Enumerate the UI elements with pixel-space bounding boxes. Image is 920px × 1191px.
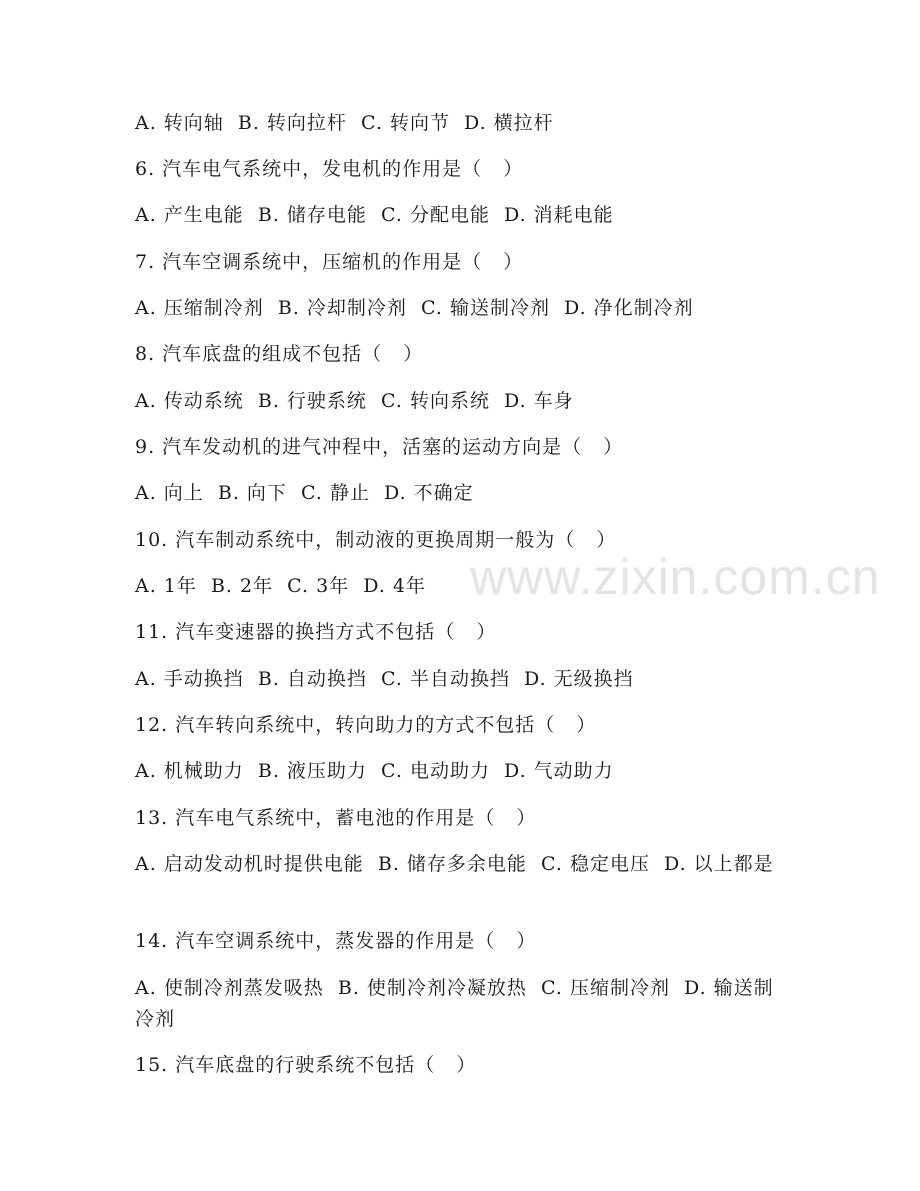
question-12: 12. 汽车转向系统中，转向助力的方式不包括（ ） <box>135 714 597 736</box>
options-q10: A. 1年 B. 2年 C. 3年 D. 4年 <box>135 575 427 597</box>
question-13: 13. 汽车电气系统中，蓄电池的作用是（ ） <box>135 807 537 829</box>
watermark: www.zixin.com.cn <box>470 549 881 605</box>
options-q11: A. 手动换挡 B. 自动换挡 C. 半自动换挡 D. 无级换挡 <box>135 668 634 690</box>
options-q8: A. 传动系统 B. 行驶系统 C. 转向系统 D. 车身 <box>135 390 574 412</box>
question-14: 14. 汽车空调系统中，蒸发器的作用是（ ） <box>135 930 537 952</box>
options-q7: A. 压缩制冷剂 B. 冷却制冷剂 C. 输送制冷剂 D. 净化制冷剂 <box>135 297 694 319</box>
question-7: 7. 汽车空调系统中，压缩机的作用是（ ） <box>135 251 524 273</box>
question-6: 6. 汽车电气系统中，发电机的作用是（ ） <box>135 158 524 180</box>
question-9: 9. 汽车发动机的进气冲程中，活塞的运动方向是（ ） <box>135 436 624 458</box>
question-11: 11. 汽车变速器的换挡方式不包括（ ） <box>135 621 497 643</box>
options-q13: A. 启动发动机时提供电能 B. 储存多余电能 C. 稳定电压 D. 以上都是 <box>135 853 774 875</box>
options-q9: A. 向上 B. 向下 C. 静止 D. 不确定 <box>135 482 474 504</box>
question-15: 15. 汽车底盘的行驶系统不包括（ ） <box>135 1054 477 1076</box>
options-q6: A. 产生电能 B. 储存电能 C. 分配电能 D. 消耗电能 <box>135 204 614 226</box>
options-q12: A. 机械助力 B. 液压助力 C. 电动助力 D. 气动助力 <box>135 760 614 782</box>
question-10: 10. 汽车制动系统中，制动液的更换周期一般为（ ） <box>135 529 617 551</box>
options-q5: A. 转向轴 B. 转向拉杆 C. 转向节 D. 横拉杆 <box>135 112 554 134</box>
question-8: 8. 汽车底盘的组成不包括（ ） <box>135 343 424 365</box>
options-q14: A. 使制冷剂蒸发吸热 B. 使制冷剂冷凝放热 C. 压缩制冷剂 D. 输送制冷剂 <box>135 977 774 1030</box>
